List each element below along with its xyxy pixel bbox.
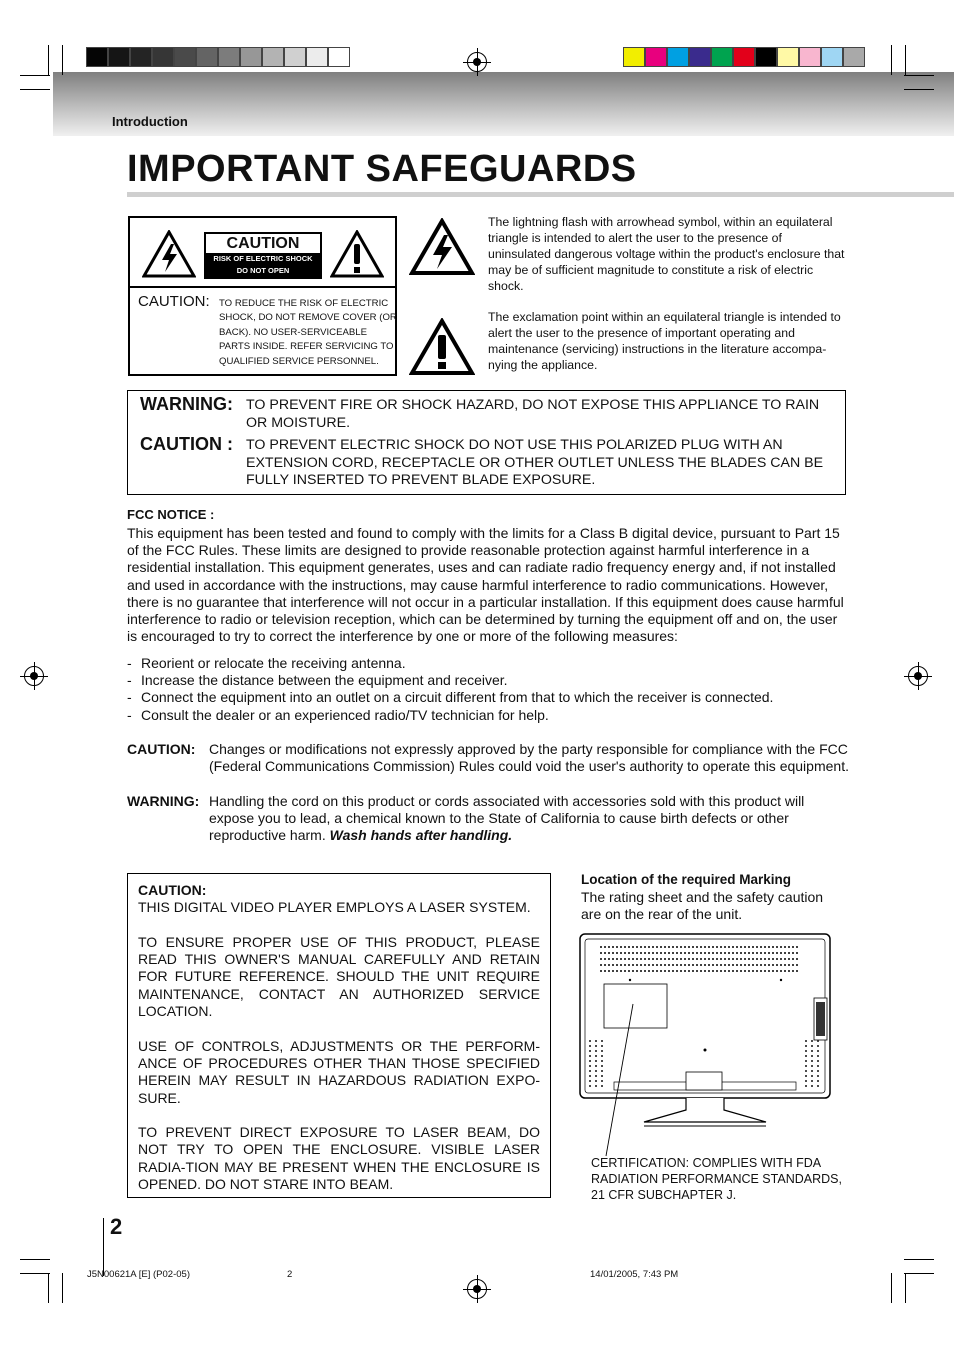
section-label: Introduction (112, 114, 188, 129)
crop-mark (62, 1273, 63, 1303)
color-swatch (821, 47, 843, 67)
header-band (53, 72, 954, 136)
caution-word: CAUTION: (138, 293, 210, 310)
color-swatch (843, 47, 865, 67)
caution-box-divider (130, 286, 395, 288)
crop-mark (48, 1273, 49, 1303)
laser-caution-line: THIS DIGITAL VIDEO PLAYER EMPLOYS A LASER SYSTEM. (138, 899, 531, 916)
exclamation-triangle-icon (409, 318, 475, 376)
color-swatch (196, 47, 218, 67)
fcc-warning-emphasis: Wash hands after handling. (329, 827, 513, 844)
color-swatch (755, 47, 777, 67)
fcc-warning-label: WARNING: (127, 793, 200, 809)
color-swatch (667, 47, 689, 67)
fcc-measures-list (127, 655, 851, 724)
fcc-warning-text: Handling the cord on this product or cords associated with accessories sold with this product will expose you to lead, a chemical known to the State of California to cause birth defects or other reproductive harm. (209, 793, 805, 844)
color-swatch (240, 47, 262, 67)
color-swatch (262, 47, 284, 67)
marking-heading: Location of the required Marking (581, 872, 792, 887)
crop-mark (20, 1259, 50, 1260)
warning-box (127, 390, 846, 495)
color-swatch (645, 47, 667, 67)
color-swatch (777, 47, 799, 67)
color-swatch (284, 47, 306, 67)
crop-mark (904, 1273, 934, 1274)
lightning-symbol-description: The lightning flash with arrowhead symbol, within an equilateral triangle is intended to alert the user to the presence of uninsulated dangerous voltage within the product's enclosure that may be of sufficient magnitude to constitute a risk of electric shock. (488, 215, 845, 293)
crop-mark (905, 45, 906, 75)
certification-text: CERTIFICATION: COMPLIES WITH FDA RADIATION PERFORMANCE STANDARDS, 21 CFR SUBCHAPTER J. (591, 1156, 842, 1202)
color-swatch (306, 47, 328, 67)
fcc-heading: FCC NOTICE : (127, 507, 215, 522)
crop-mark (20, 1273, 50, 1274)
fcc-caution-text: Changes or modifications not expressly approved by the party responsible for compliance with the FCC (Federal Communications Commission) Rules could void the user's authority to operate this equipment. (209, 741, 849, 775)
fcc-caution-label: CAUTION: (127, 741, 196, 757)
color-swatch (174, 47, 196, 67)
tv-rear-illustration (578, 932, 834, 1157)
registration-mark-icon (467, 52, 487, 72)
page-margin-line (103, 1218, 104, 1276)
footer-page: 2 (287, 1269, 293, 1280)
crop-mark (904, 1259, 934, 1260)
fcc-warning-paragraph (209, 793, 849, 845)
color-swatch (108, 47, 130, 67)
color-swatch (799, 47, 821, 67)
lightning-triangle-icon (409, 218, 475, 276)
crop-mark (891, 45, 892, 75)
crop-mark (62, 45, 63, 75)
color-swatch (130, 47, 152, 67)
page-title: IMPORTANT SAFEGUARDS (127, 148, 637, 190)
crop-mark (904, 75, 934, 76)
color-swatch (623, 47, 645, 67)
caution-sticker-line2: DO NOT OPEN (206, 265, 320, 277)
fcc-paragraph: This equipment has been tested and found to comply with the limits for a Class B digital device, pursuant to Part 15 of the FCC Rules. These limits are designed to provide reasonable protection against harmful interference in a residential installation. This equipment generates, uses and can radiate radio frequency energy and, if not installed and used in accordance with the instructions, may cause harmful interference to radio communications. However, there is no guarantee that interference will not occur in a particular installation. If this equipment does cause harmful interference to radio or television reception, which can be determined by turning the equipment off and on, the user is encouraged to try to correct the interference by one or more of the following measures: (127, 525, 844, 645)
crop-mark (904, 89, 934, 90)
laser-caution-box (127, 873, 551, 1198)
footer-file-id: J5N00621A [E] (P02-05) (87, 1269, 190, 1280)
crop-mark (20, 89, 50, 90)
page-number: 2 (110, 1214, 123, 1239)
lightning-triangle-icon (142, 230, 196, 278)
list-item: - Reorient or relocate the receiving antenna. (127, 655, 851, 672)
laser-caution-heading: CAUTION: (138, 882, 207, 898)
exclamation-triangle-icon (330, 230, 384, 278)
color-swatch (689, 47, 711, 67)
caution-label-box (128, 216, 397, 376)
list-item: - Connect the equipment into an outlet on a circuit different from that to which the receiver is connected. (127, 689, 851, 706)
warning-label: WARNING: (140, 394, 233, 414)
caution-sticker-line1: RISK OF ELECTRIC SHOCK (206, 253, 320, 265)
color-swatch (328, 47, 350, 67)
registration-mark-icon (908, 666, 928, 686)
caution-label: CAUTION : (140, 434, 233, 454)
list-item: - Consult the dealer or an experienced radio/TV technician for help. (127, 707, 851, 724)
crop-mark (48, 45, 49, 75)
footer-date: 14/01/2005, 7:43 PM (590, 1269, 679, 1280)
color-swatch (733, 47, 755, 67)
crop-mark (905, 1273, 906, 1303)
registration-mark-icon (467, 1279, 487, 1299)
caution-sticker (204, 232, 322, 279)
caution-sticker-title: CAUTION (226, 235, 300, 252)
laser-caution-paragraph: USE OF CONTROLS, ADJUSTMENTS OR THE PERFORM-ANCE OF PROCEDURES OTHER THAN THOSE SPECIFIED HEREIN MAY RESULT IN HAZARDOUS RADIATION EXPO-SURE. (138, 1037, 540, 1106)
color-swatch (218, 47, 240, 67)
title-rule (127, 192, 954, 197)
list-item: - Increase the distance between the equipment and receiver. (127, 672, 851, 689)
registration-mark-icon (24, 666, 44, 686)
color-swatch (86, 47, 108, 67)
crop-mark (891, 1273, 892, 1303)
crop-mark (20, 75, 50, 76)
laser-caution-paragraph: TO ENSURE PROPER USE OF THIS PRODUCT, PLEASE READ THIS OWNER'S MANUAL CAREFULLY AND RETAIN FOR FUTURE REFERENCE. SHOULD THE UNIT REQUIRE MAINTENANCE, CONTACT AN AUTHORIZED SERVICE LOCATION. (138, 933, 540, 1020)
color-swatch (711, 47, 733, 67)
caution-label-text: TO REDUCE THE RISK OF ELECTRIC SHOCK, DO NOT REMOVE COVER (OR BACK). NO USER-SERVICEABLE PARTS INSIDE. REFER SERVICING TO QUALIFIED SERVICE PERSONNEL. (219, 298, 397, 367)
caution-text: TO PREVENT ELECTRIC SHOCK DO NOT USE THIS POLARIZED PLUG WITH AN EXTENSION CORD, RECEPTACLE OR OTHER OUTLET UNLESS THE BLADES CAN BE FULLY INSERTED TO PREVENT BLADE EXPOSURE. (246, 437, 824, 489)
exclamation-symbol-description: The exclamation point within an equilateral triangle is intended to alert the user to the presence of important operating and maintenance (servicing) instructions in the literature accompa-nying the appliance. (488, 310, 841, 372)
warning-text: TO PREVENT FIRE OR SHOCK HAZARD, DO NOT EXPOSE THIS APPLIANCE TO RAIN OR MOISTURE. (246, 397, 820, 431)
marking-text: The rating sheet and the safety caution are on the rear of the unit. (581, 889, 824, 922)
color-swatch (152, 47, 174, 67)
laser-caution-paragraph: TO PREVENT DIRECT EXPOSURE TO LASER BEAM, DO NOT TRY TO OPEN THE ENCLOSURE. VISIBLE LASER RADIA-TION MAY BE PRESENT WHEN THE ENCLOSURE IS OPENED. DO NOT STARE INTO BEAM. (138, 1124, 540, 1193)
